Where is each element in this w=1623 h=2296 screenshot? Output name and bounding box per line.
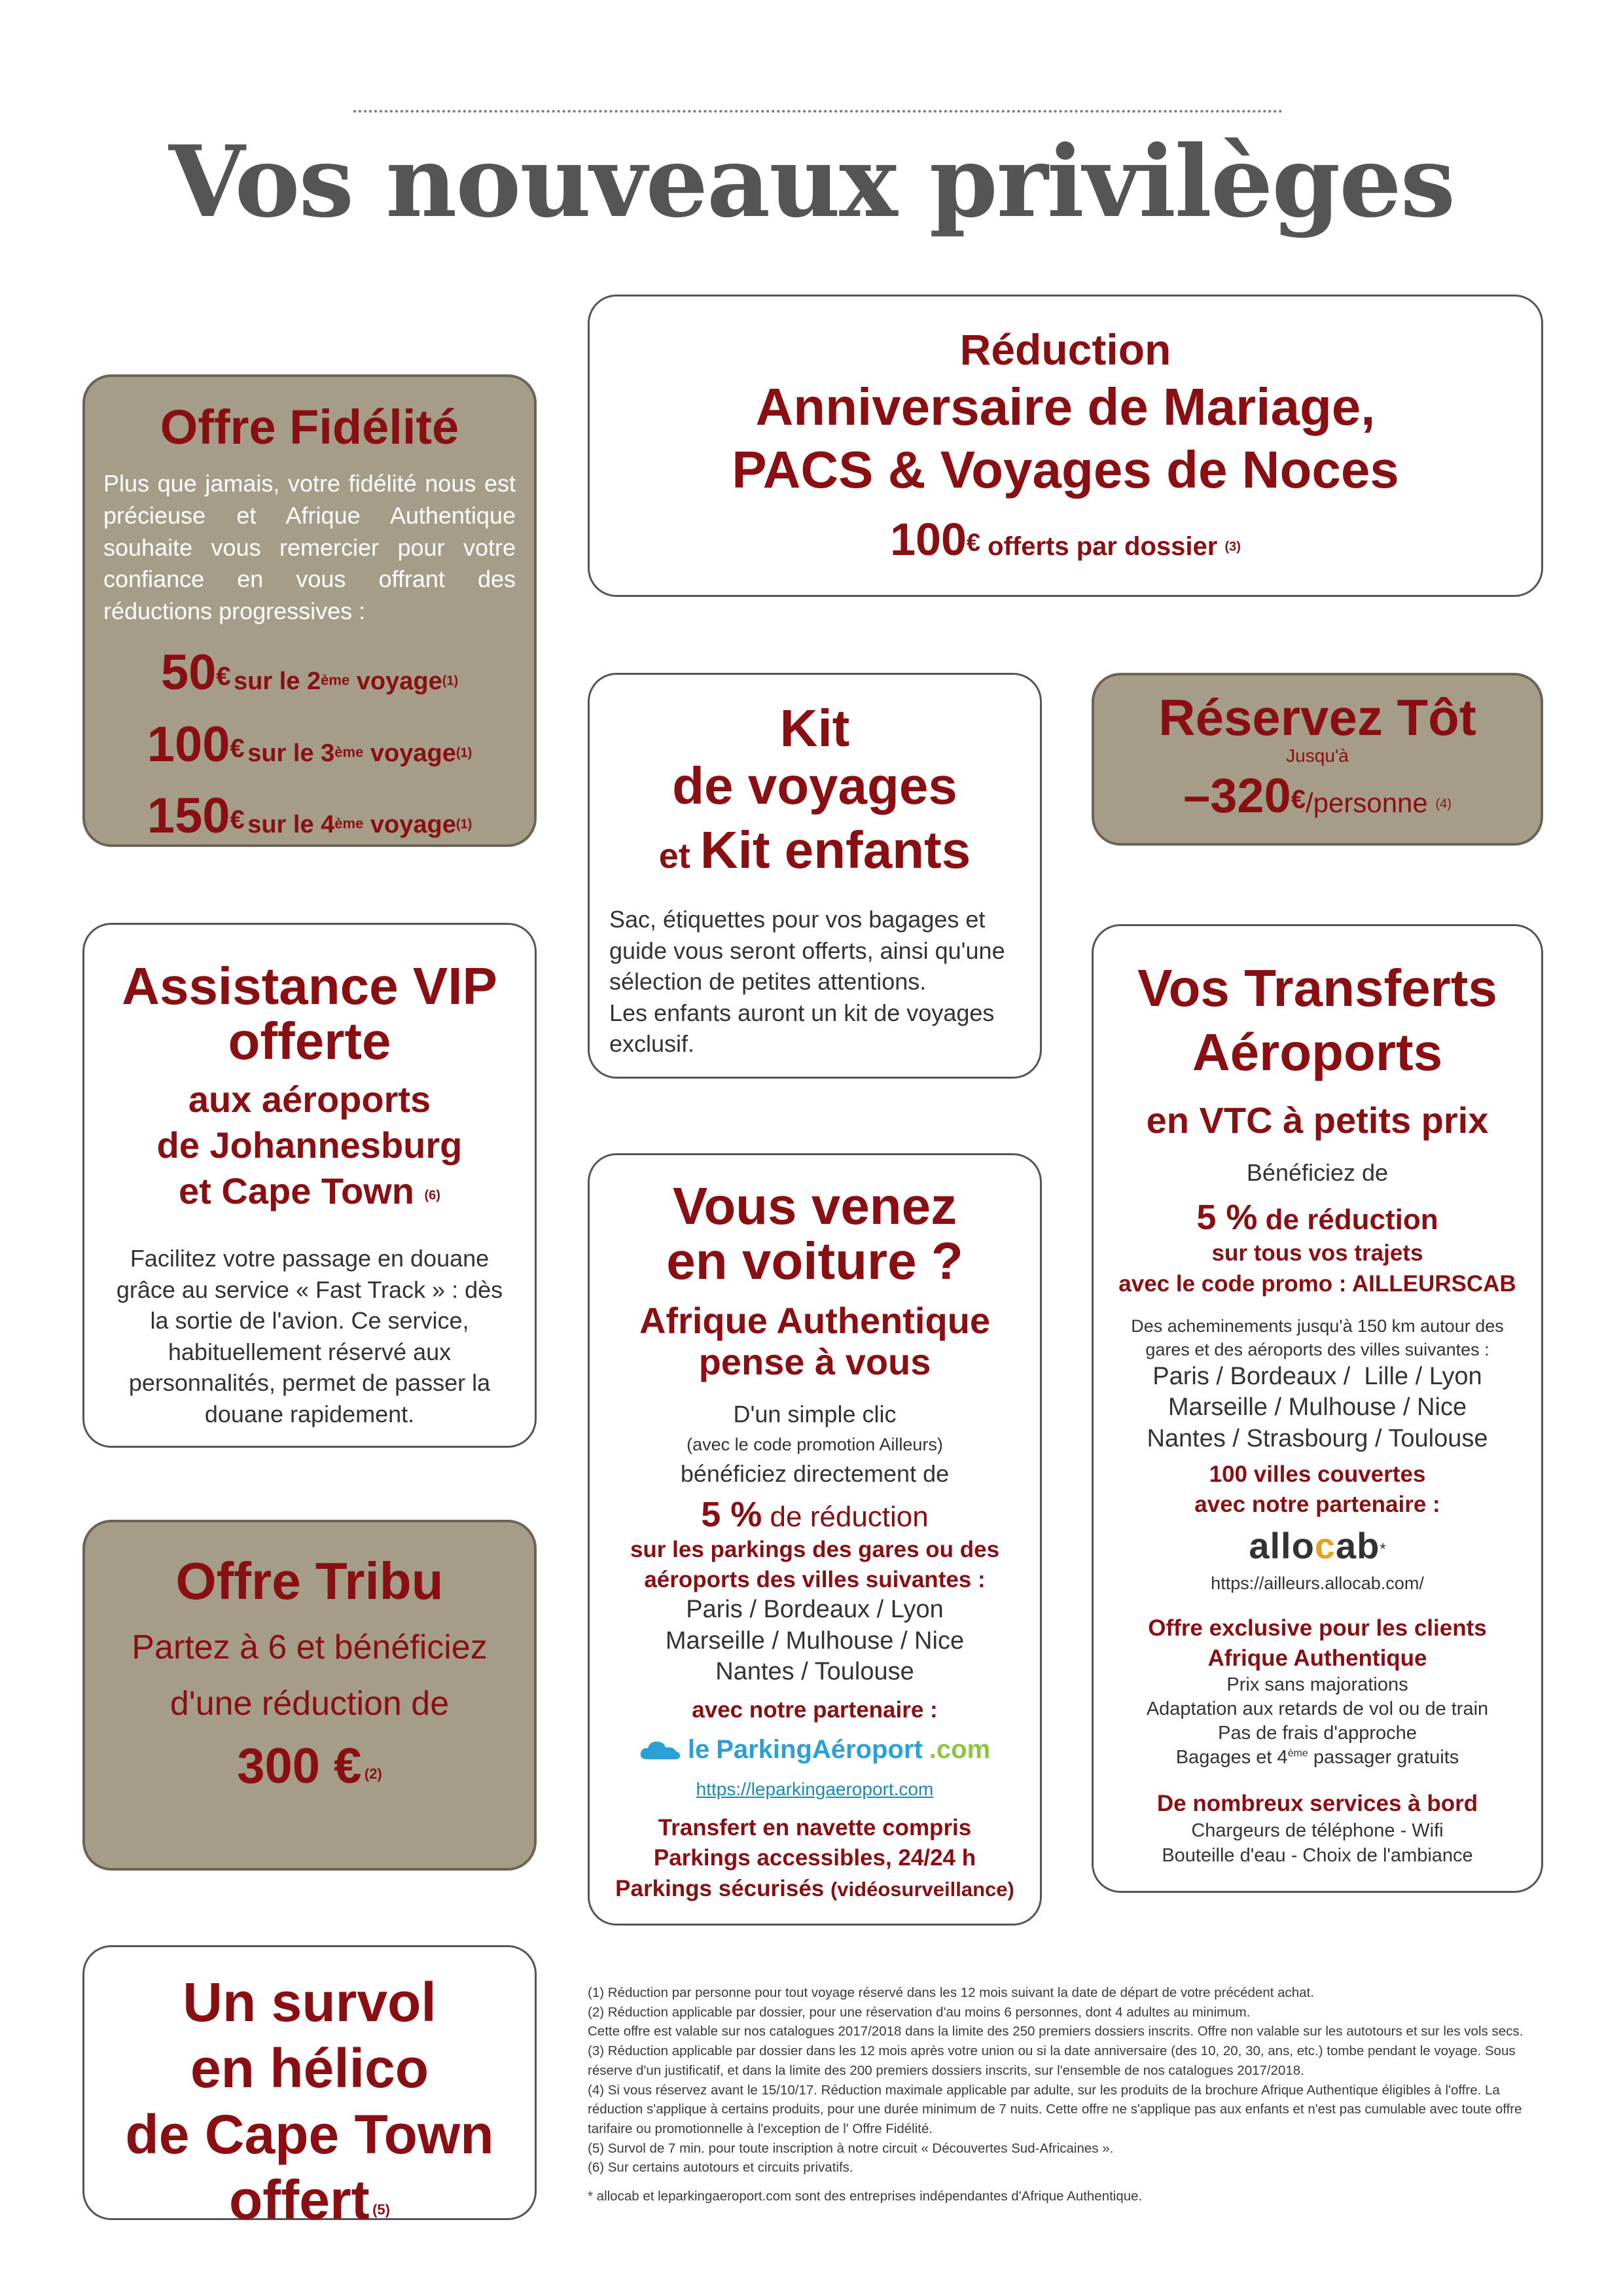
- offer-post: voyage: [363, 810, 456, 838]
- transferts-card: [1092, 924, 1543, 1893]
- transferts-line3: en VTC à petits prix: [1146, 1100, 1489, 1141]
- offer-amount: 150: [147, 787, 230, 844]
- transferts-cities3: Nantes / Strasbourg / Toulouse: [1147, 1424, 1488, 1452]
- allocab-url[interactable]: https://ailleurs.allocab.com/: [1211, 1573, 1424, 1594]
- offer-sup: ème: [321, 672, 350, 689]
- mariage-card: [588, 295, 1543, 597]
- lp-logo-c: .com: [929, 1734, 991, 1764]
- footnotes: [588, 1983, 1543, 2206]
- cloud-icon: [639, 1738, 681, 1761]
- tribu-amount: 300 €: [237, 1738, 362, 1795]
- disclaimer: * allocab et leparkingaeroport.com sont des entreprises indépendantes d'Afrique Authentique.: [588, 2189, 1143, 2204]
- footnote-5: (4) Si vous réservez avant le 15/10/17. Réduction maximale applicable par adulte, sur les produits de la brochure Afrique Authentique éligibles à l'offre. La réduction s'applique à certains produits, pour une durée minimum de 7 nuits. Cette offre ne s'applique pas aux enfants et n'est pas cumulable avec toute offre tarifaire ou promotionnelle à l'exception de l' Offre Fidélité.: [588, 2082, 1522, 2137]
- voiture-pct-text: de réduction: [762, 1501, 929, 1534]
- mariage-line2: Anniversaire de Mariage,: [755, 378, 1376, 437]
- transferts-pct: 5 %: [1196, 1197, 1258, 1237]
- transferts-services-title: De nombreux services à bord: [1156, 1791, 1478, 1817]
- kit-line3a: et: [658, 836, 700, 876]
- vip-line2: offerte: [228, 1012, 391, 1070]
- offer-note: (1): [455, 745, 473, 761]
- voiture-perk3: [590, 1874, 1040, 1905]
- perk-bag-sup: ème: [1287, 1748, 1308, 1759]
- kit-text2: Les enfants auront un kit de voyages exclusif.: [609, 999, 995, 1058]
- offer-currency: €: [230, 734, 245, 763]
- transferts-offre1: Offre exclusive pour les clients: [1148, 1615, 1487, 1641]
- reservez-heading: Réservez Tôt: [1158, 689, 1476, 746]
- title-dotted-rule: [353, 110, 1283, 113]
- transferts-pct-line: [1094, 1197, 1541, 1238]
- footnote-4: (3) Réduction applicable par dossier dans les 12 mois après votre union ou si la date anniversaire (des 10, 20, 30, ans, etc.) tombe pendant le voyage. Sous réserve d'un justificatif, et dans la limite des 200 premiers dossiers inscrits, sur l'ensemble de nos catalogues 2017/2018.: [588, 2043, 1516, 2078]
- vip-card: [82, 923, 537, 1448]
- transferts-perk-3: Pas de frais d'approche: [1218, 1722, 1417, 1744]
- voiture-card: [588, 1153, 1042, 1926]
- voiture-perk3b: (vidéosurveillance): [830, 1878, 1014, 1901]
- offer-pre: sur le 3: [247, 739, 335, 767]
- reservez-card: [1092, 673, 1543, 846]
- mariage-currency: €: [966, 529, 981, 557]
- reservez-sub: Jusqu'à: [1286, 745, 1349, 766]
- transferts-promo: avec le code promo : AILLEURSCAB: [1118, 1271, 1516, 1297]
- kit-text1: Sac, étiquettes pour vos bagages et guide vous seront offerts, ainsi qu'une sélection de petites attentions.: [609, 906, 1005, 996]
- fidelite-text: Plus que jamais, votre fidélité nous est précieuse et Afrique Authentique souhaite vous remercier pour votre confiance en vous offrant des réductions progressives :: [103, 470, 516, 624]
- voiture-line1: Vous venez: [672, 1177, 957, 1235]
- transferts-pct-text: de réduction: [1257, 1203, 1438, 1236]
- offer-currency: €: [230, 805, 245, 834]
- vip-line3: aux aéroports: [188, 1079, 431, 1120]
- perk-bag-pre: Bagages et 4: [1175, 1746, 1288, 1768]
- transferts-partenaire: avec notre partenaire :: [1194, 1491, 1440, 1517]
- tribu-offer: [85, 1738, 534, 1795]
- kit-line1: Kit: [779, 699, 850, 757]
- mariage-offer: [590, 513, 1541, 565]
- offer-amount: 100: [147, 716, 230, 772]
- mariage-line1: Réduction: [959, 325, 1171, 374]
- voiture-parkings2: aéroports des villes suivantes :: [644, 1566, 986, 1592]
- mariage-note: (3): [1224, 539, 1241, 554]
- transferts-cities1: Paris / Bordeaux / Lille / Lyon: [1152, 1362, 1482, 1390]
- kit-line3b: Kit enfants: [700, 821, 971, 879]
- survol-line3: de Cape Town: [125, 2103, 494, 2165]
- mariage-line3: PACS & Voyages de Noces: [732, 440, 1399, 499]
- allocab-star: *: [1380, 1540, 1386, 1558]
- reservez-currency: €: [1291, 785, 1306, 814]
- survol-line4-text: offert: [229, 2169, 370, 2231]
- voiture-perk2: Parkings accessibles, 24/24 h: [653, 1845, 976, 1871]
- mariage-text: offerts par dossier: [980, 532, 1225, 562]
- transferts-offre2: Afrique Authentique: [1207, 1645, 1427, 1671]
- offer-note: (1): [455, 817, 473, 832]
- survol-note: (5): [372, 2202, 390, 2219]
- lp-logo-a: le: [687, 1734, 710, 1764]
- voiture-clic: D'un simple clic: [733, 1401, 897, 1428]
- kit-line3: [590, 816, 1040, 884]
- vip-line4: de Johannesburg: [156, 1124, 463, 1166]
- footnote-1: (1) Réduction par personne pour tout voyage réservé dans les 12 mois suivant la date de départ de votre précédent achat.: [588, 1985, 1314, 2000]
- voiture-pct-line: [590, 1494, 1040, 1535]
- vip-line1: Assistance VIP: [122, 957, 497, 1015]
- vip-line5-text: et Cape Town: [179, 1170, 425, 1211]
- reservez-note: (4): [1435, 797, 1452, 812]
- offer-amount: 50: [160, 645, 217, 701]
- vip-note: (6): [424, 1188, 440, 1203]
- kit-line2: de voyages: [672, 757, 957, 815]
- lp-logo-b: ParkingAéroport: [716, 1734, 923, 1764]
- leparkingaeroport-logo: [590, 1735, 1040, 1765]
- fidelite-offers: [85, 643, 534, 846]
- perk-bag-post: passager gratuits: [1308, 1746, 1459, 1768]
- voiture-benef: bénéficiez directement de: [680, 1460, 950, 1488]
- leparkingaeroport-url[interactable]: [590, 1779, 1040, 1800]
- tribu-line2: d'une réduction de: [169, 1684, 450, 1723]
- offer-currency: €: [216, 662, 231, 692]
- fidelite-offer-1: [85, 643, 534, 702]
- fidelite-offer-3: [85, 786, 534, 846]
- offer-post: voyage: [349, 668, 442, 696]
- page-title: Vos nouveaux privilèges: [168, 124, 1455, 240]
- fidelite-offer-2: [85, 715, 534, 774]
- survol-line2: en hélico: [190, 2037, 429, 2099]
- voiture-line4: pense à vous: [698, 1340, 931, 1382]
- survol-line1: Un survol: [183, 1971, 437, 2033]
- reservez-unit: /personne: [1305, 787, 1436, 818]
- survol-line4: [84, 2167, 535, 2233]
- transferts-line2: Aéroports: [1192, 1022, 1443, 1081]
- allocab-logo-text: allocab: [1249, 1525, 1380, 1567]
- allocab-logo: [1094, 1524, 1541, 1567]
- tribu-note: (2): [364, 1765, 382, 1782]
- voiture-line2: en voiture ?: [666, 1232, 963, 1290]
- transferts-villes: 100 villes couvertes: [1209, 1462, 1426, 1488]
- fidelite-heading: Offre Fidélité: [160, 400, 459, 454]
- kit-card: [588, 673, 1042, 1079]
- footnote-7: (6) Sur certains autotours et circuits privatifs.: [588, 2160, 853, 2176]
- footnote-2: (2) Réduction applicable par dossier, pour une réservation d'au moins 6 personnes, dont 4 adultes au minimum.: [588, 2004, 1251, 2020]
- leparkingaeroport-link[interactable]: https://leparkingaeroport.com: [696, 1778, 934, 1799]
- transferts-line1: Vos Transferts: [1137, 959, 1497, 1017]
- transferts-services1: Chargeurs de téléphone - Wifi: [1191, 1820, 1444, 1841]
- mariage-amount: 100: [890, 514, 967, 565]
- footnote-6: (5) Survol de 7 min. pour toute inscription à notre circuit « Découvertes Sud-Africaines ».: [588, 2140, 1114, 2156]
- tribu-line1: Partez à 6 et bénéficiez: [132, 1628, 488, 1666]
- voiture-parkings1: sur les parkings des gares ou des: [630, 1537, 1000, 1563]
- voiture-perk3a: Parkings sécurisés: [615, 1876, 830, 1902]
- offer-note: (1): [442, 674, 459, 689]
- offer-pre: sur le 4: [247, 810, 335, 838]
- voiture-pct: 5 %: [701, 1495, 762, 1535]
- transferts-trajets: sur tous vos trajets: [1211, 1240, 1423, 1266]
- offer-sup: ème: [334, 815, 364, 832]
- voiture-line3: Afrique Authentique: [639, 1300, 991, 1341]
- transferts-perk-2: Adaptation aux retards de vol ou de train: [1146, 1698, 1489, 1719]
- transferts-perk-4: [1094, 1746, 1541, 1770]
- voiture-partenaire: avec notre partenaire :: [692, 1696, 938, 1723]
- voiture-code: (avec le code promotion Ailleurs): [687, 1435, 943, 1455]
- reservez-amount: –320: [1183, 768, 1291, 823]
- offer-sup: ème: [334, 744, 364, 761]
- offer-pre: sur le 2: [234, 668, 321, 696]
- survol-card: [82, 1945, 537, 2231]
- voiture-cities2: Marseille / Mulhouse / Nice: [665, 1626, 965, 1655]
- offer-post: voyage: [363, 739, 456, 767]
- fidelite-card: [82, 374, 537, 847]
- tribu-heading: Offre Tribu: [175, 1552, 444, 1610]
- vip-text: Facilitez votre passage en douane grâce au service « Fast Track » : dès la sortie de l'avion. Ce service, habituellement réservé aux personnalités, permet de passer la douane rapidement.: [116, 1245, 503, 1427]
- transferts-cities2: Marseille / Mulhouse / Nice: [1168, 1393, 1467, 1422]
- transferts-intro: Bénéficiez de: [1246, 1158, 1389, 1186]
- voiture-cities3: Nantes / Toulouse: [715, 1658, 914, 1686]
- tribu-card: [82, 1520, 537, 1871]
- transferts-perk-1: Prix sans majorations: [1226, 1674, 1408, 1696]
- voiture-cities1: Paris / Bordeaux / Lyon: [686, 1596, 944, 1624]
- voiture-perk1: Transfert en navette compris: [658, 1814, 972, 1840]
- transferts-services2: Bouteille d'eau - Choix de l'ambiance: [1162, 1844, 1473, 1866]
- reservez-offer: [1094, 768, 1541, 823]
- transferts-desc: Des acheminements jusqu'à 150 km autour des gares et des aéroports des villes suivantes :: [1131, 1316, 1504, 1359]
- vip-line5: [84, 1168, 535, 1214]
- footnote-3: Cette offre est valable sur nos catalogues 2017/2018 dans la limite des 250 premiers dossiers inscrits. Offre non valable sur les autotours et sur les vols secs.: [588, 2024, 1524, 2039]
